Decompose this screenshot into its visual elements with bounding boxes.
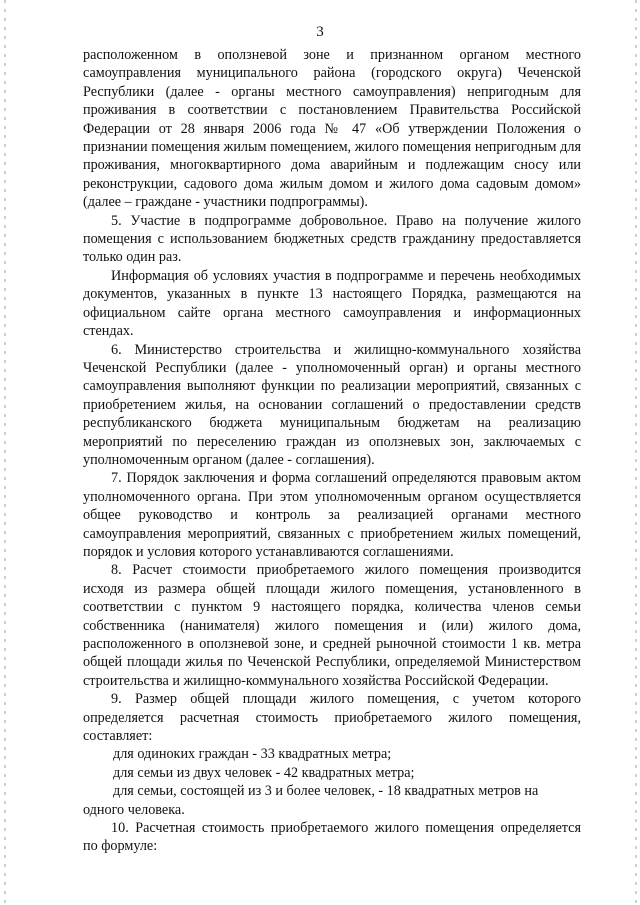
paragraph-info: Информация об условиях участия в подпрограмме и перечень необходимых документов, указанных в пункте 13 настоящего Порядка, размещаются на официальном сайте органа местного самоуправления и информационных стендах. [83, 267, 581, 340]
list-item-single: для одиноких граждан - 33 квадратных метра; [113, 746, 392, 763]
list-item-three-plus [83, 782, 581, 819]
scan-edge-right [635, 0, 637, 905]
paragraph-9: 9. Размер общей площади жилого помещения, с учетом которого определяется расчетная стоимость приобретаемого жилого помещения, составляет: [83, 691, 581, 745]
list-item-two-persons: для семьи из двух человек - 42 квадратных метра; [113, 764, 415, 781]
paragraph-10: 10. Расчетная стоимость приобретаемого жилого помещения определяется по формуле: [83, 820, 581, 855]
scan-edge-left [4, 0, 6, 905]
document-body [83, 46, 581, 856]
paragraph-7: 7. Порядок заключения и форма соглашений определяются правовым актом уполномоченного органа. При этом уполномоченным органом осуществляется общее руководство и контроль за реализацией органами местного самоуправления мероприятий, связанных с приобретением жилых помещений, порядок и условия которого устанавливаются соглашениями. [83, 470, 581, 560]
list-item-three-plus-text: для семьи, состоящей из 3 и более человек, - 18 квадратных метров на одного человека. [83, 783, 539, 818]
page-number: 3 [316, 24, 324, 40]
paragraph-5: 5. Участие в подпрограмме добровольное. Право на получение жилого помещения с использованием бюджетных средств гражданину предоставляется только один раз. [83, 212, 581, 266]
paragraph-continuation: расположенном в оползневой зоне и признанном органом местного самоуправления муниципального района (городского округа) Чеченской Республики (далее - органы местного самоуправления) непригодным для проживания в соответствии с постановлением Правительства Российской Федерации от 28 января 2006 года № 47 «Об утверждении Положения о признании помещения жилым помещением, жилого помещения непригодным для проживания, многоквартирного дома аварийным и подлежащим сносу или реконструкции, садового дома жилым домом и жилого дома садовым домом» (далее – граждане - участники подпрограммы). [83, 47, 581, 211]
paragraph-8: 8. Расчет стоимости приобретаемого жилого помещения производится исходя из размера общей площади жилого помещения, установленного в соответствии с пунктом 9 настоящего порядка, количества членов семьи собственника (нанимателя) жилого помещения и (или) жилого дома, расположенного в оползневой зоне, и средней рыночной стоимости 1 кв. метра общей площади жилья по Чеченской Республики, определяемой Министерством строительства и жилищно-коммунального хозяйства Российской Федерации. [83, 562, 581, 689]
paragraph-6: 6. Министерство строительства и жилищно-коммунального хозяйства Чеченской Республики (далее - уполномоченный орган) и органы местного самоуправления выполняют функции по реализации мероприятий, связанных с приобретением жилья, на основании соглашений о предоставлении средств республиканского бюджета муниципальным бюджетам на реализацию мероприятий по переселению граждан из оползневых зон, заключаемых с уполномоченным органом (далее - соглашения). [83, 341, 581, 468]
